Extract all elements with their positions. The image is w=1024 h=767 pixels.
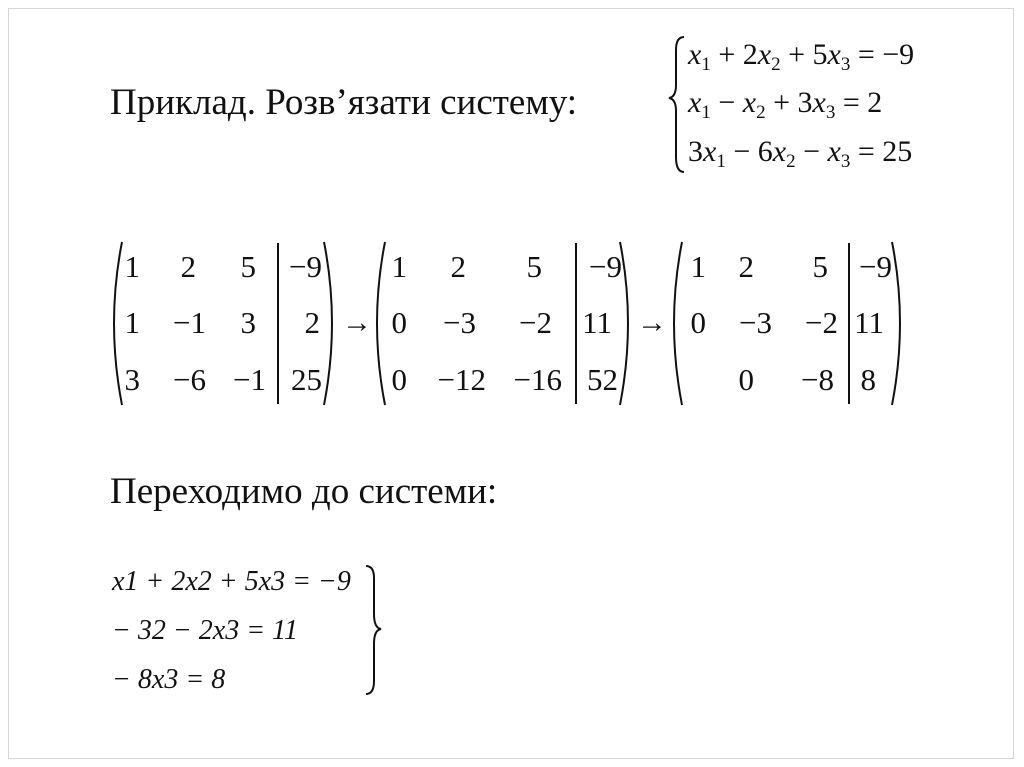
- matrix-1-cell: −1: [233, 362, 266, 397]
- matrix-3-cell: 2: [738, 249, 754, 284]
- system-equation-3: $3x_1 - 6x_2 - x_3 = 25$: [688, 135, 913, 172]
- matrix-2-cell: −3: [443, 305, 476, 340]
- matrix-1-cell: 1: [124, 305, 140, 340]
- matrix-2-cell: 5: [526, 249, 542, 284]
- matrix-3-cell: 0: [738, 362, 754, 397]
- matrix-1-cell: 2: [304, 305, 320, 340]
- example-heading: Приклад. Розв’язати систему:: [110, 82, 578, 123]
- matrix-1-cell: 1: [124, 249, 140, 284]
- result-equation-3: − 8x3 = 8: [112, 664, 226, 695]
- transform-arrow: →: [342, 306, 372, 339]
- matrix-2-cell: 1: [391, 249, 407, 284]
- matrix-2-cell: −9: [589, 249, 622, 284]
- transform-arrow: →: [637, 306, 667, 339]
- matrix-1-cell: 2: [180, 249, 196, 284]
- matrix-1-cell: −9: [289, 249, 322, 284]
- result-equation-1: x1 + 2x2 + 5x3 = −9: [112, 566, 351, 597]
- matrix-3-cell: 1: [690, 249, 706, 284]
- matrix-2-cell: 11: [582, 305, 612, 340]
- system-equation-2: $x_1 - x_2 + 3x_3 = 2$: [688, 86, 883, 123]
- matrix-2-cell: −2: [519, 305, 552, 340]
- matrix-2-cell: 2: [450, 249, 466, 284]
- matrix-2-cell: 0: [391, 305, 407, 340]
- result-equation-2: − 32 − 2x3 = 11: [112, 615, 299, 646]
- transition-heading: Переходимо до системи:: [110, 471, 498, 512]
- matrix-3-cell: −2: [805, 305, 838, 340]
- matrix-2-cell: 0: [391, 362, 407, 397]
- matrix-2-cell: −12: [437, 362, 486, 397]
- matrix-1-cell: −1: [173, 305, 206, 340]
- matrix-2-cell: −16: [513, 362, 562, 397]
- matrix-3-cell: 8: [860, 362, 876, 397]
- matrix-1-cell: −6: [173, 362, 206, 397]
- matrix-3-cell: −8: [801, 362, 834, 397]
- matrix-1-cell: 25: [291, 362, 322, 397]
- matrix-1-cell: 3: [240, 305, 256, 340]
- matrix-2-cell: 52: [587, 362, 618, 397]
- matrix-1-cell: 3: [124, 362, 140, 397]
- matrix-3-cell: 0: [690, 305, 706, 340]
- matrix-3-cell: 5: [812, 249, 828, 284]
- matrix-3-cell: 11: [854, 305, 884, 340]
- matrix-3-cell: −3: [739, 305, 772, 340]
- system-equation-1: $x_1 + 2x_2 + 5x_3 = -9$: [688, 38, 915, 75]
- matrix-3-cell: −9: [859, 249, 892, 284]
- matrix-1-cell: 5: [240, 249, 256, 284]
